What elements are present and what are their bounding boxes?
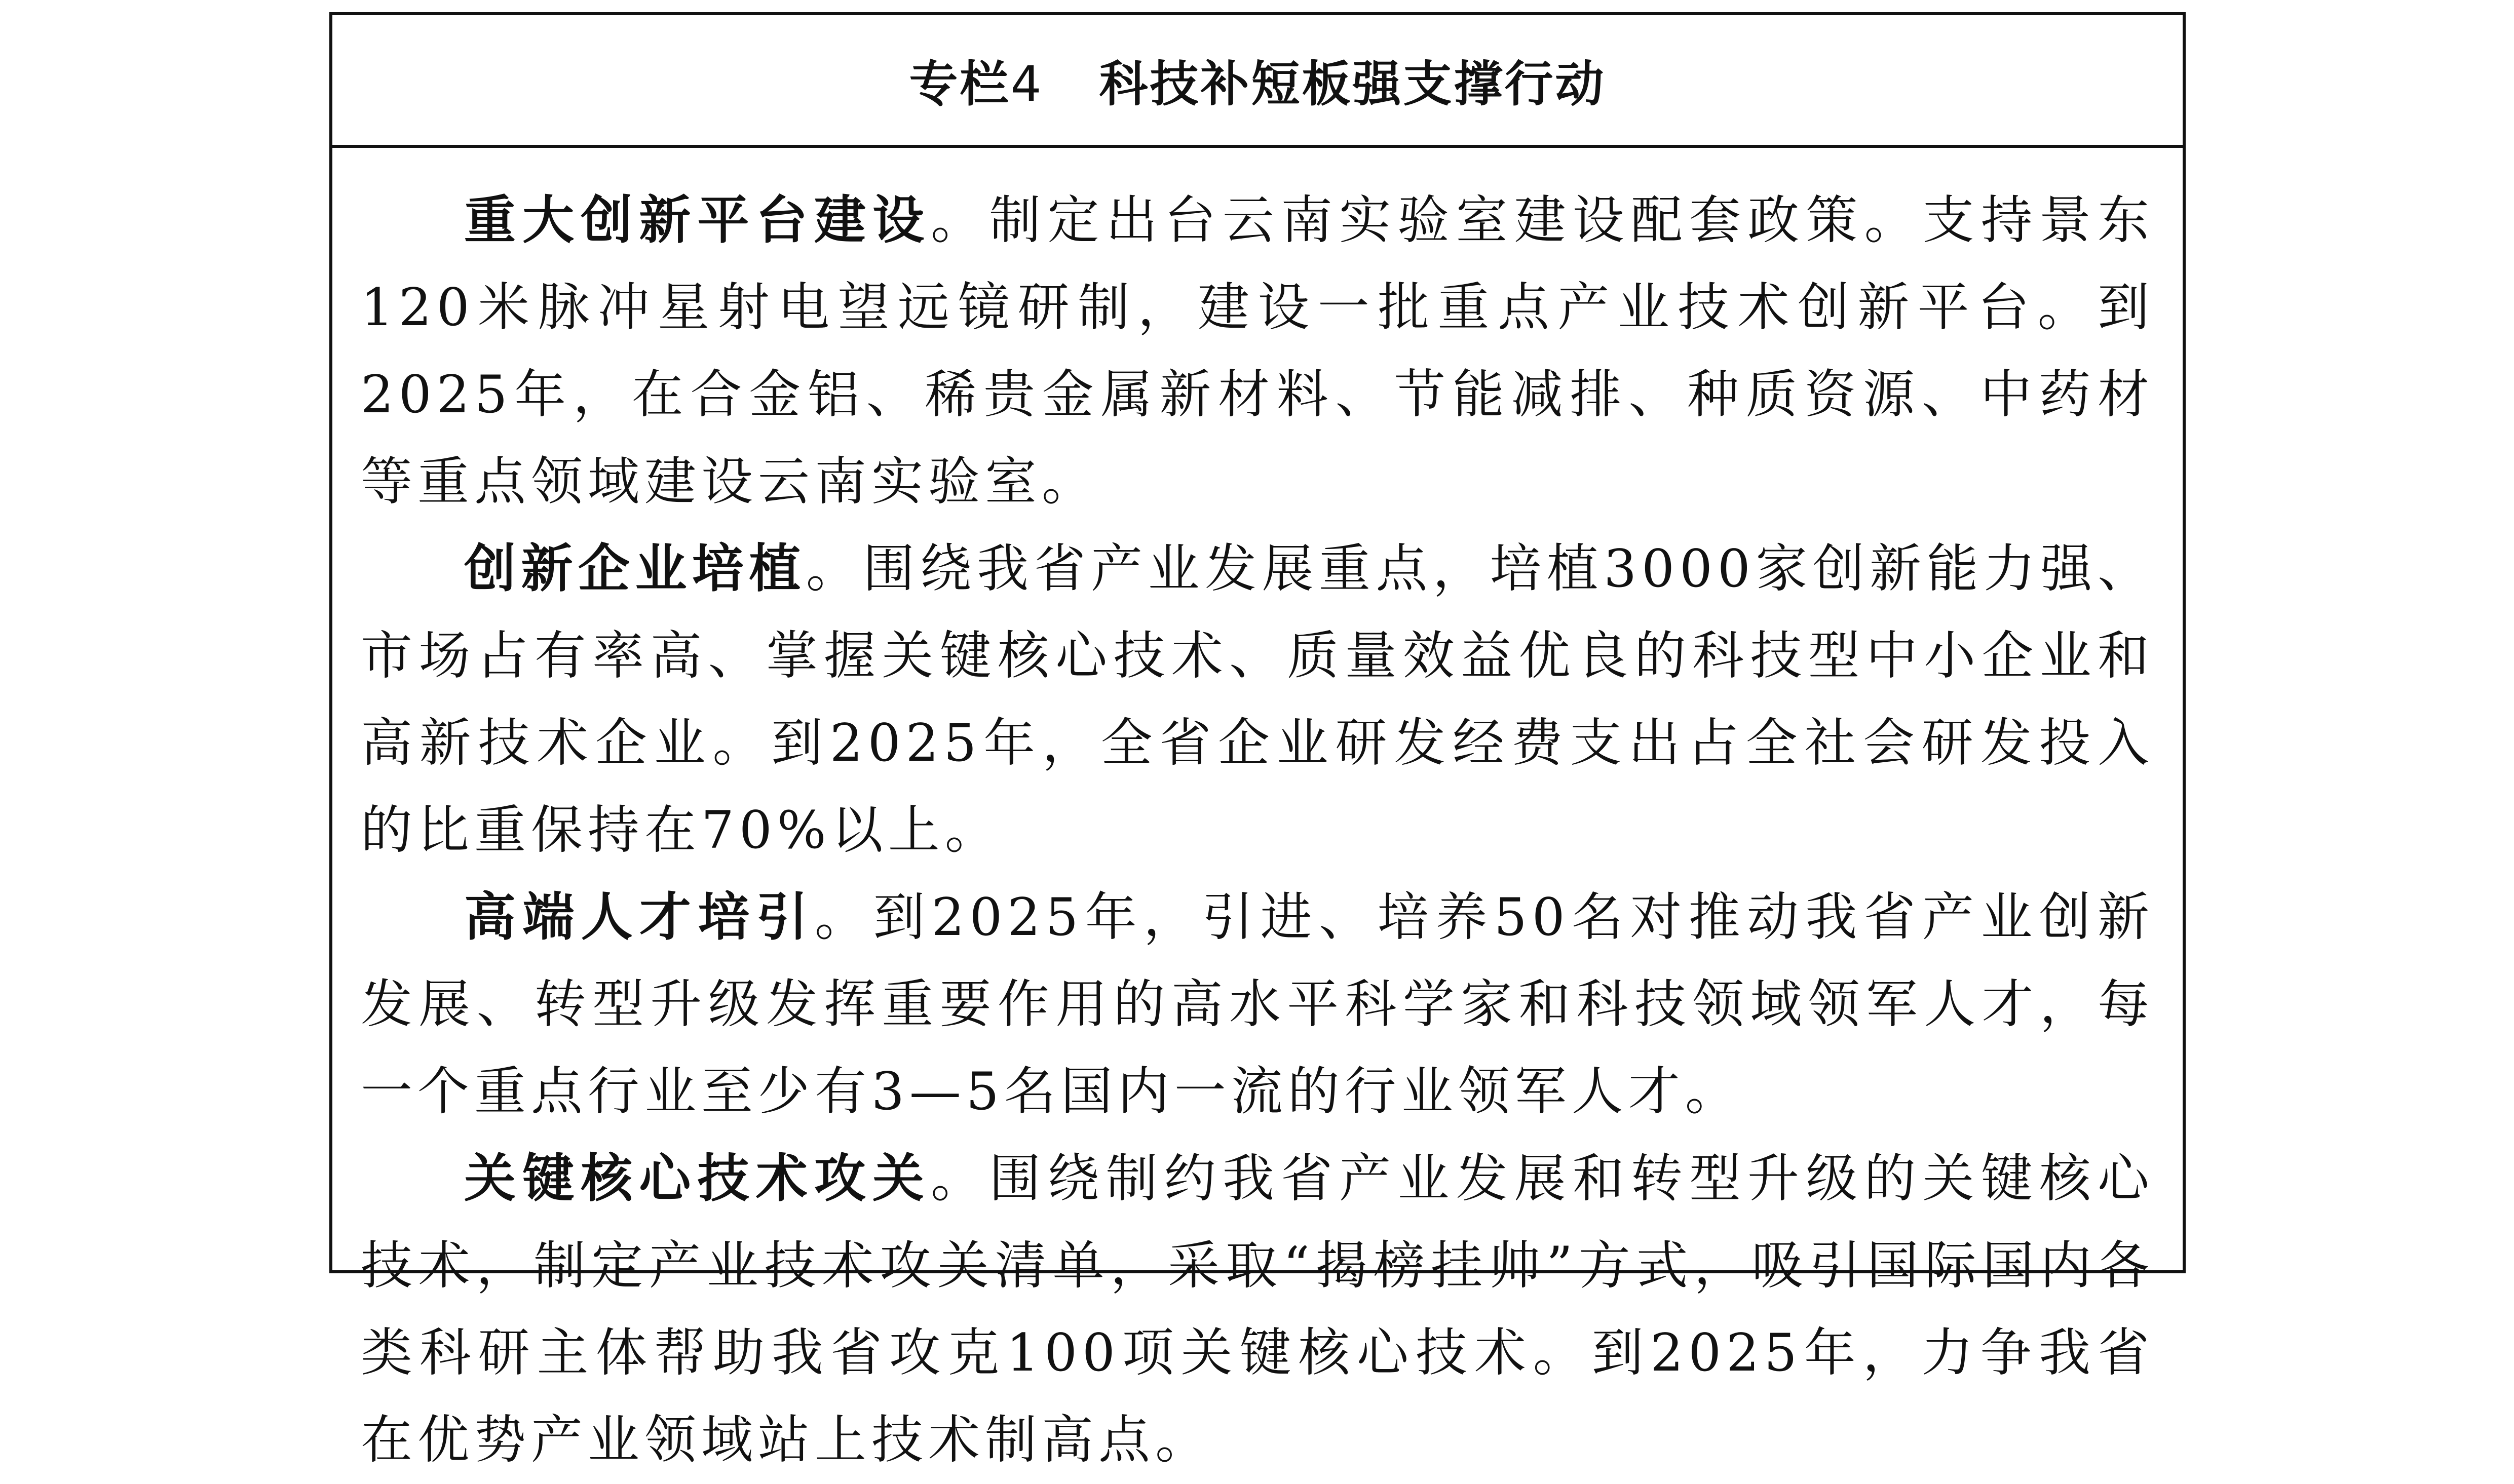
box-title	[909, 46, 1606, 115]
paragraph-core-tech	[361, 1136, 2154, 1484]
column-tag-number: 4	[1010, 55, 1044, 112]
paragraph-text: 。制定出台云南实验室建设配套政策。支持景东120米脉冲星射电望远镜研制，建设一批重点产业技术创新平台。到2025年，在合金铝、稀贵金属新材料、节能减排、种质资源、中药材等重点领域建设云南实验室。	[361, 190, 2155, 512]
column-tag-label: 专栏	[909, 55, 1011, 112]
paragraph-enterprise	[361, 526, 2154, 874]
box-body	[361, 177, 2154, 1484]
column-tag	[909, 56, 1043, 112]
paragraph-text: 。围绕制约我省产业发展和转型升级的关键核心技术，制定产业技术攻关清单，采取“揭榜挂帅”方式，吸引国际国内各类科研主体帮助我省攻克100项关键核心技术。到2025年，力争我省在优势产业领域站上技术制高点。	[361, 1149, 2155, 1470]
column-box	[329, 12, 2186, 1470]
paragraph-platform	[361, 177, 2154, 526]
column-title-text: 科技补短板强支撑行动	[1099, 55, 1606, 112]
box-header	[332, 15, 2183, 148]
paragraph-lead: 重大创新平台建设	[464, 190, 931, 251]
paragraph-text: 。围绕我省产业发展重点，培植3000家创新能力强、市场占有率高、掌握关键核心技术、质量效益优良的科技型中小企业和高新技术企业。到2025年，全省企业研发经费支出占全社会研发投入的比重保持在70%以上。	[361, 539, 2154, 861]
paragraph-lead: 高端人才培引	[464, 887, 815, 948]
paragraph-lead: 关键核心技术攻关	[464, 1149, 931, 1209]
paragraph-text: 。到2025年，引进、培养50名对推动我省产业创新发展、转型升级发挥重要作用的高水平科学家和科技领域领军人才，每一个重点行业至少有3—5名国内一流的行业领军人才。	[361, 887, 2155, 1122]
paragraph-talent	[361, 874, 2154, 1136]
paragraph-lead: 创新企业培植	[464, 539, 806, 599]
